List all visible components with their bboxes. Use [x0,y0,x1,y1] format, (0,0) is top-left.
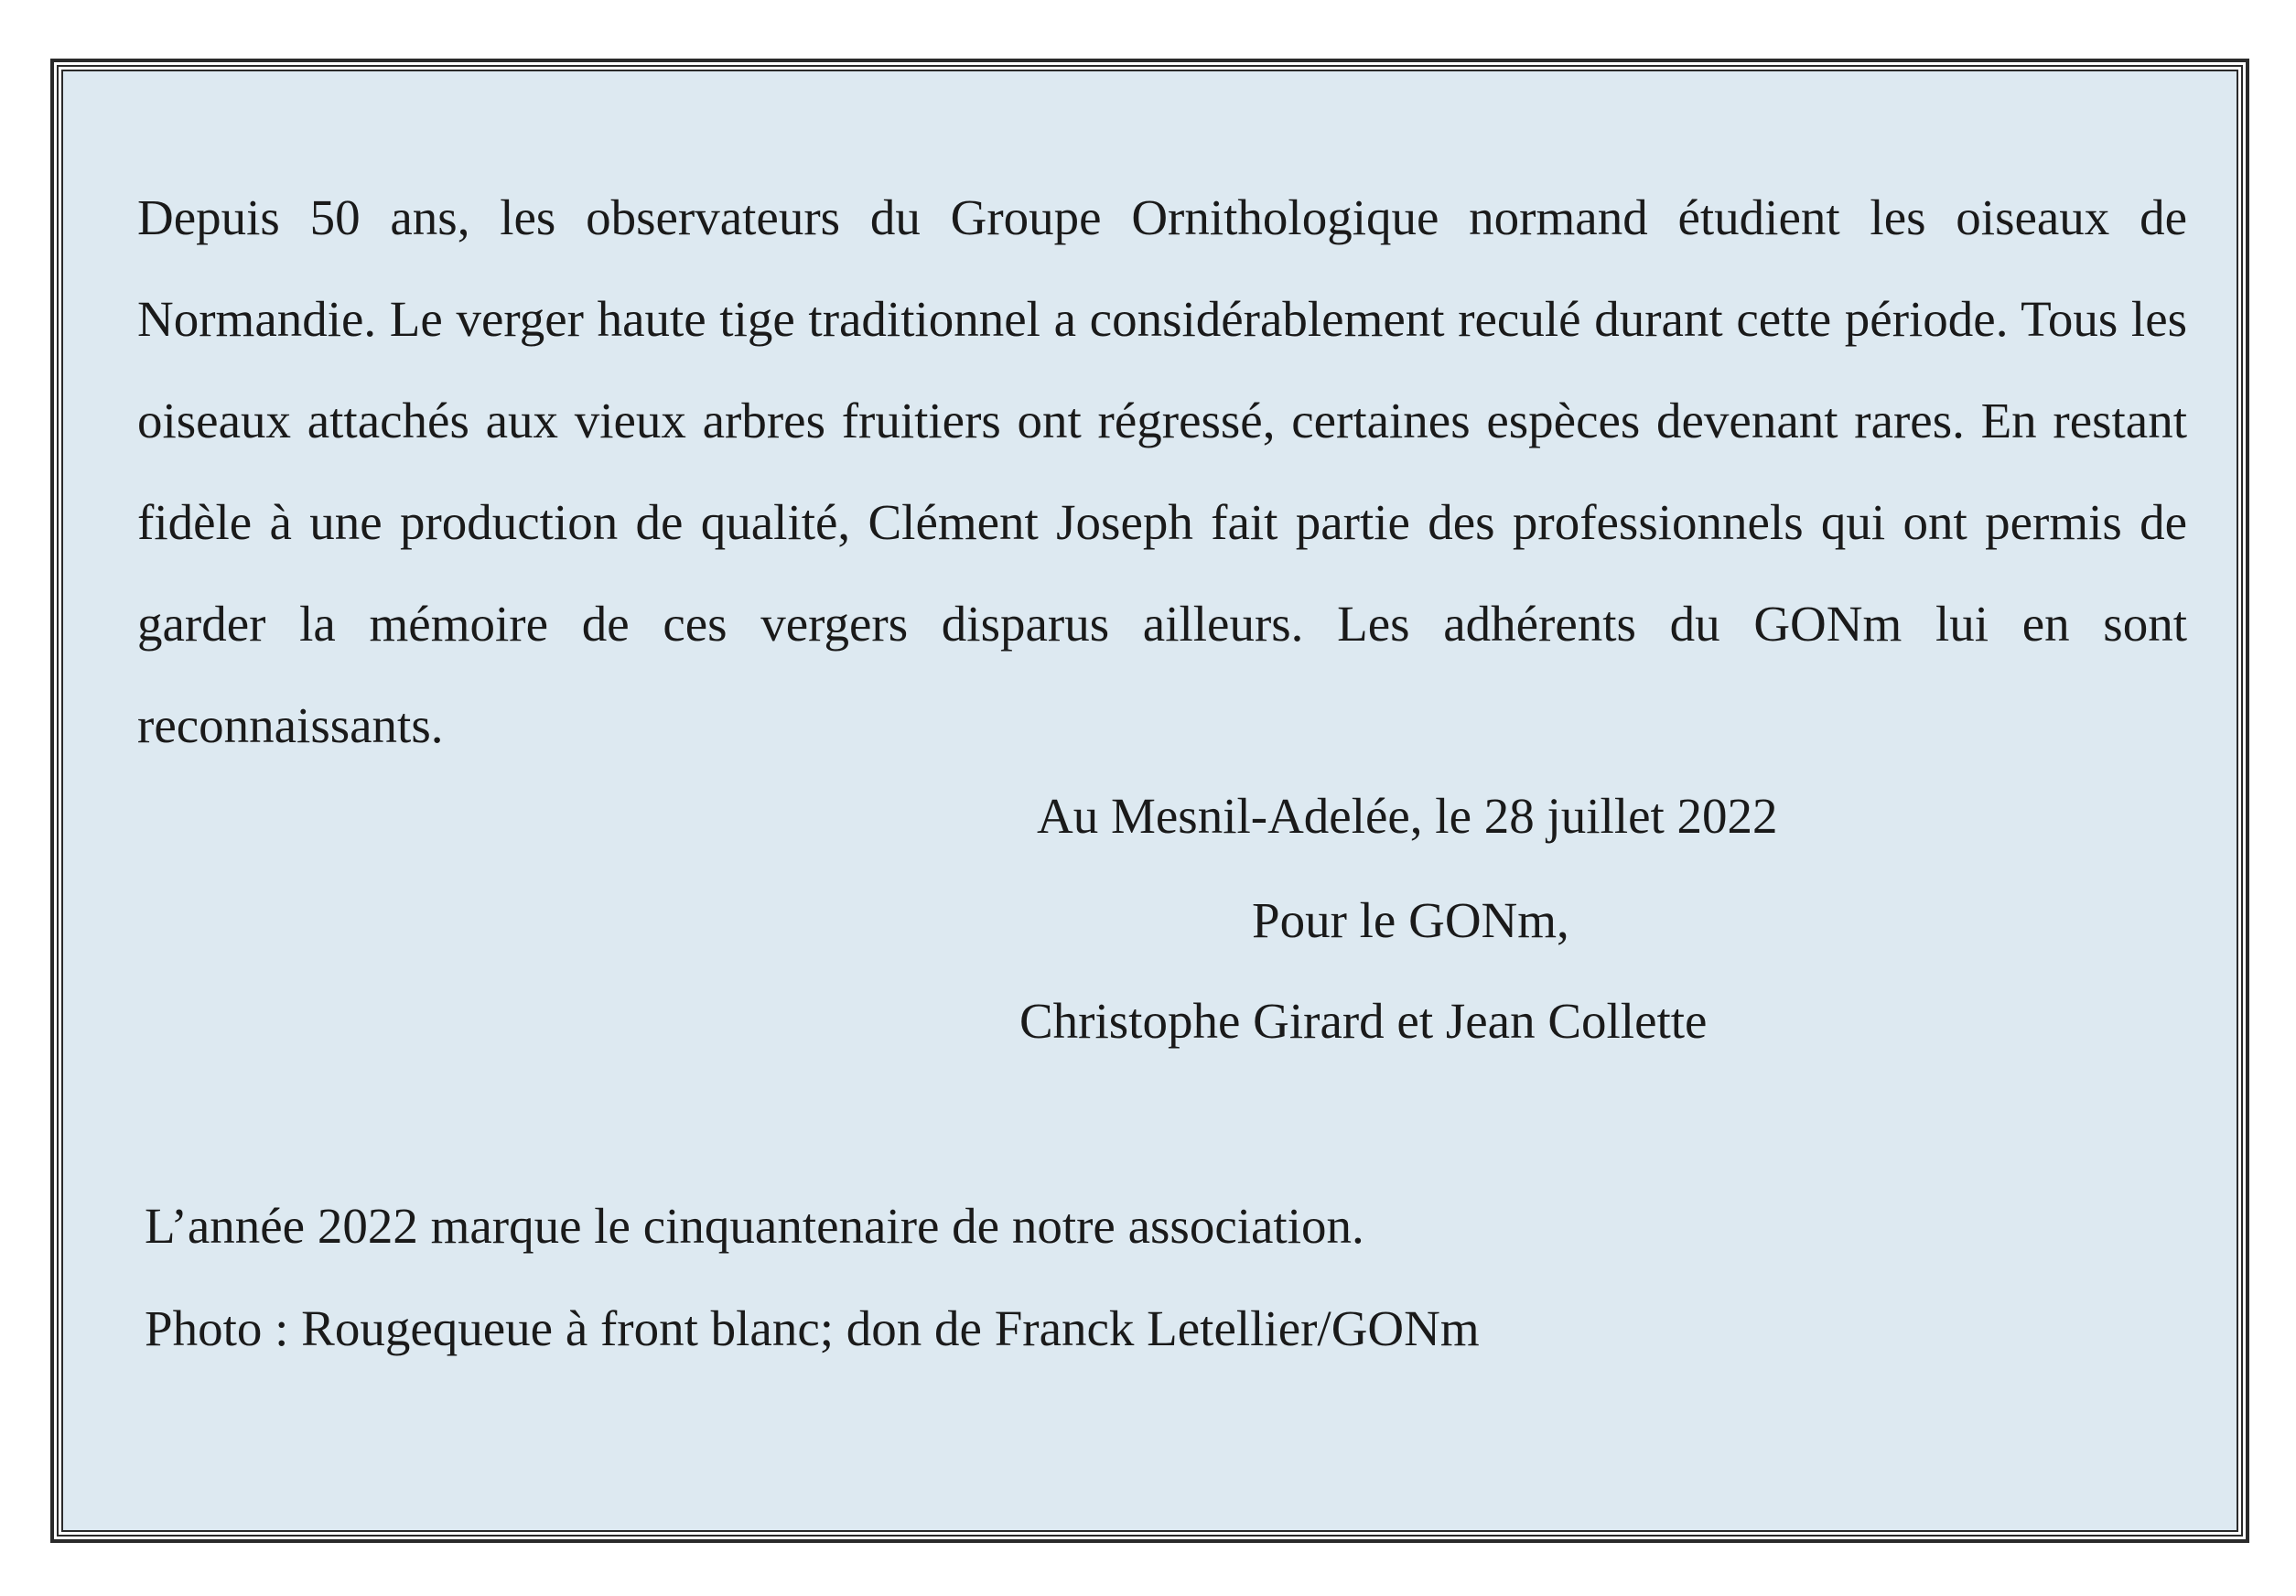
body-line: ces vergers disparus ailleurs. Les adhérents du GONm lui en sont reconnaissants. [137,596,2187,753]
signatory-names: Christophe Girard et Jean Collette [1019,993,1708,1049]
photo-credit: Photo : Rougequeue à front blanc; don de Franck Letellier/GONm [145,1300,1480,1356]
on-behalf-line: Pour le GONm, [1252,892,1569,948]
body-line: Clément Joseph fait partie des professionnels qui ont permis de garder la mémoire de [137,494,2187,652]
anniversary-note: L’année 2022 marque le cinquantenaire de notre association. [145,1198,1364,1254]
tribute-paragraph [137,167,2187,776]
body-line: oiseaux de Normandie. Le verger haute tige traditionnel a considérablement reculé [137,189,2187,347]
body-line: certaines espèces devenant rares. En restant fidèle à une production de qualité, [137,393,2188,550]
body-line: Depuis 50 ans, les observateurs du Groupe Ornithologique normand étudient les [137,189,1926,245]
place-and-date: Au Mesnil-Adelée, le 28 juillet 2022 [1037,788,1778,844]
body-line: durant cette période. Tous les oiseaux attachés aux vieux arbres fruitiers ont régressé, [137,291,2188,448]
